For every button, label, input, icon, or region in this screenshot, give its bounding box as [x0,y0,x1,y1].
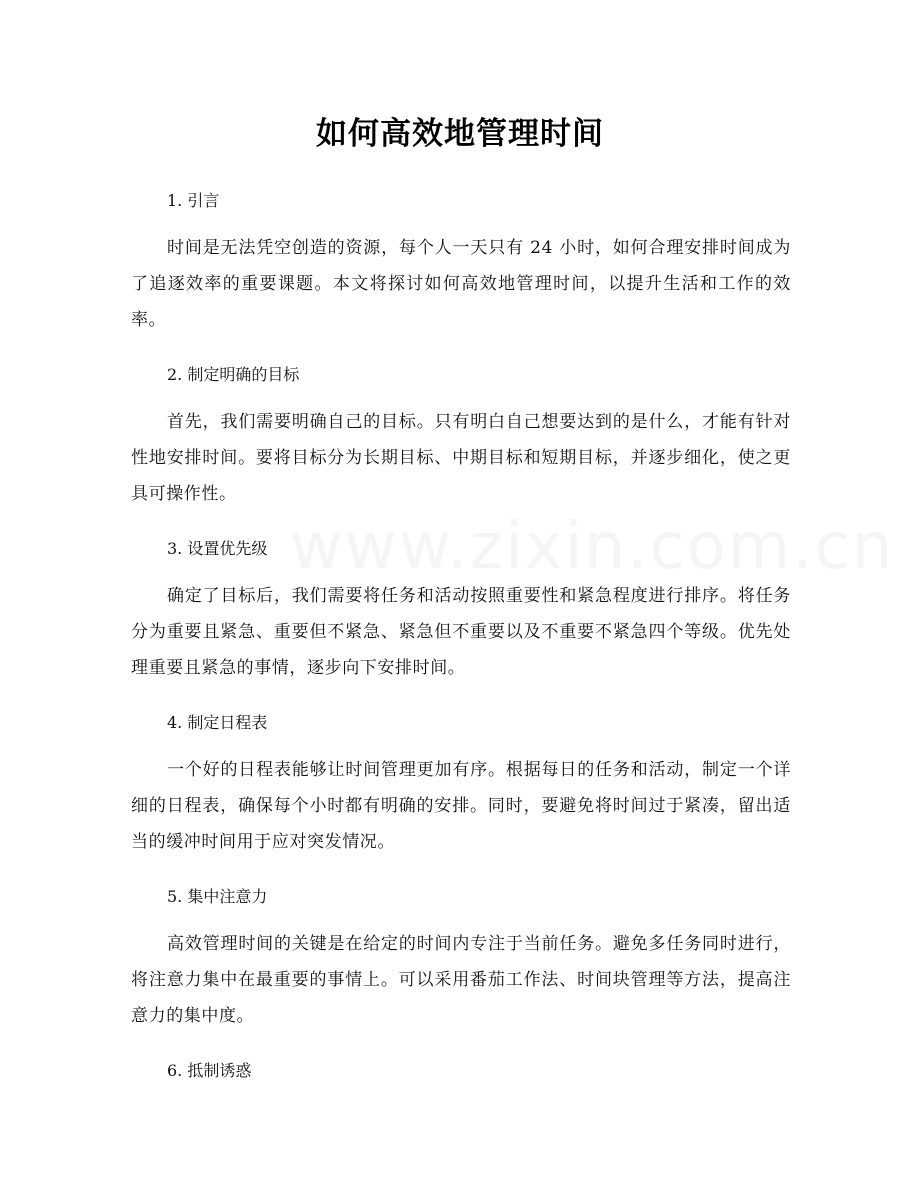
section-paragraph: 首先，我们需要明确自己的目标。只有明白自己想要达到的是什么，才能有针对性地安排时间。要将目标分为长期目标、中期目标和短期目标，并逐步细化，使之更具可操作性。 [131,412,791,504]
section-heading: 6. 抵制诱惑 [167,1061,252,1080]
document-body [131,184,791,1087]
section-paragraph: 一个好的日程表能够让时间管理更加有序。根据每日的任务和活动，制定一个详细的日程表，确保每个小时都有明确的安排。同时，要避免将时间过于紧凑，留出适当的缓冲时间用于应对突发情况。 [131,760,791,852]
watermark: www.zixin.com.cn [290,510,895,584]
document-title: 如何高效地管理时间 [316,116,604,152]
section-paragraph: 确定了目标后，我们需要将任务和活动按照重要性和紧急程度进行排序。将任务分为重要且紧急、重要但不紧急、紧急但不重要以及不重要不紧急四个等级。优先处理重要且紧急的事情，逐步向下安排时间。 [131,586,791,678]
section-paragraph: 时间是无法凭空创造的资源，每个人一天只有 24 小时，如何合理安排时间成为了追逐效率的重要课题。本文将探讨如何高效地管理时间，以提升生活和工作的效率。 [131,238,791,330]
section-heading: 3. 设置优先级 [167,539,268,558]
section-paragraph: 高效管理时间的关键是在给定的时间内专注于当前任务。避免多任务同时进行，将注意力集中在最重要的事情上。可以采用番茄工作法、时间块管理等方法，提高注意力的集中度。 [131,934,791,1026]
section-heading: 4. 制定日程表 [167,713,268,732]
section-heading: 1. 引言 [167,191,220,210]
section-heading: 5. 集中注意力 [167,887,268,906]
section-heading: 2. 制定明确的目标 [167,365,300,384]
